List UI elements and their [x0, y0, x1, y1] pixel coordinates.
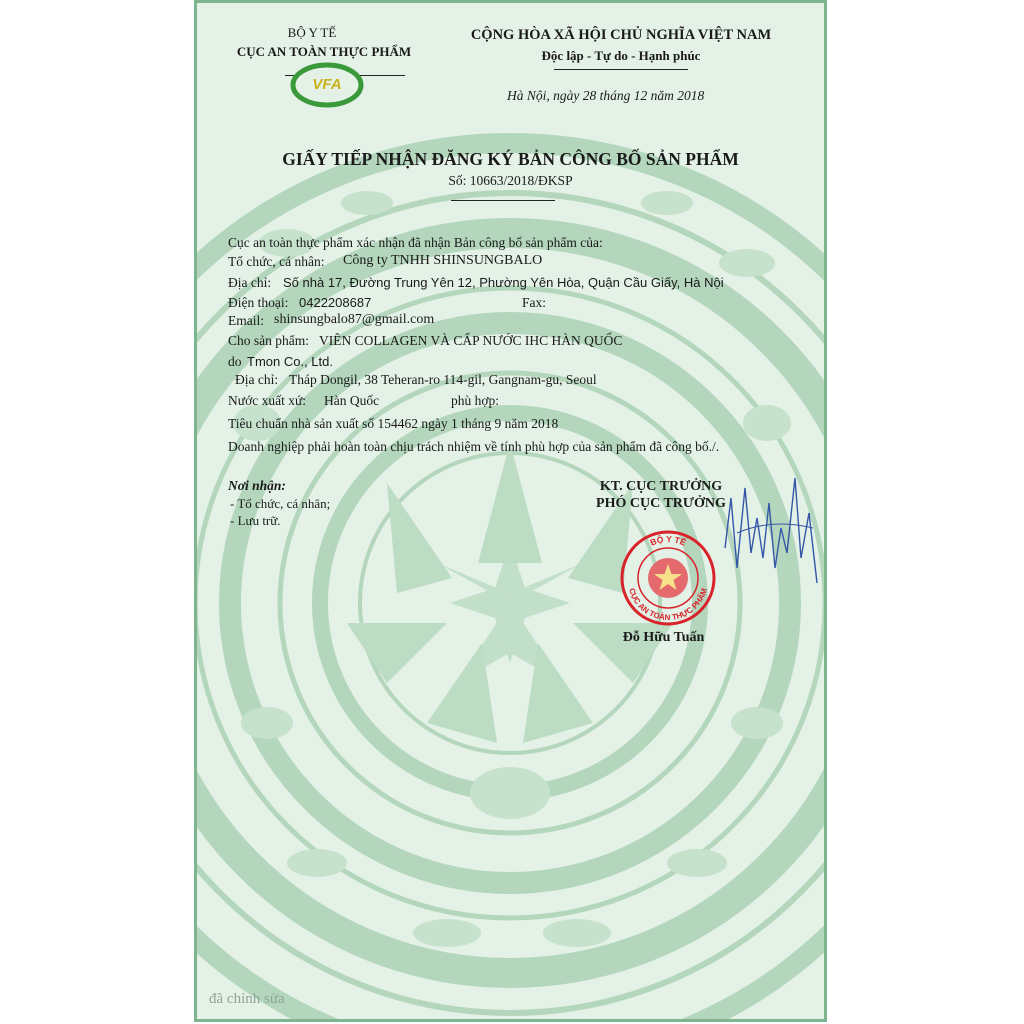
origin-value: Hàn Quốc: [324, 393, 380, 408]
recipient-item: - Tổ chức, cá nhân;: [230, 496, 331, 511]
signature-title-2: PHÓ CỤC TRƯỞNG: [596, 496, 726, 511]
seal-ring-text: CỤC AN TOÀN THỰC PHẨM: [627, 587, 709, 623]
maker-address-label: Địa chỉ:: [235, 372, 279, 387]
motto-underline: [554, 69, 688, 70]
ministry-name: BỘ Y TẾ: [287, 25, 337, 40]
intro-text: Cục an toàn thực phẩm xác nhận đã nhận Bản công bố sản phẩm của:: [228, 235, 603, 250]
maker-value: Tmon Co., Ltd.: [247, 354, 333, 369]
recipient-item: - Lưu trữ.: [230, 513, 281, 528]
place-date: Hà Nội, ngày 28 tháng 12 năm 2018: [507, 88, 705, 103]
address-value: Số nhà 17, Đường Trung Yên 12, Phường Yên Hòa, Quận Cầu Giấy, Hà Nội: [283, 275, 724, 290]
document-title: GIẤY TIẾP NHẬN ĐĂNG KÝ BẢN CÔNG BỐ SẢN PHẨM: [282, 149, 739, 169]
responsibility-text: Doanh nghiệp phải hoàn toàn chịu trách nhiệm về tính phù hợp của sản phẩm đã công bố./.: [228, 439, 720, 454]
organization-label: Tổ chức, cá nhân:: [228, 254, 325, 269]
seal-top-text: BỘ Y TẾ: [648, 533, 688, 548]
organization-value: Công ty TNHH SHINSUNGBALO: [343, 253, 543, 268]
standard-text: Tiêu chuẩn nhà sản xuất số 154462 ngày 1 tháng 9 năm 2018: [228, 416, 559, 431]
phone-label: Điện thoại:: [228, 295, 289, 310]
email-value: shinsungbalo87@gmail.com: [274, 312, 435, 327]
document-number: Số: 10663/2018/ĐKSP: [448, 173, 573, 188]
conformity-label: phù hợp:: [451, 393, 500, 408]
maker-prefix: do: [228, 354, 242, 369]
handwritten-signature: [717, 458, 827, 598]
certificate-sheet: [194, 0, 827, 1022]
email-label: Email:: [228, 313, 264, 328]
vfa-logo: [287, 59, 367, 109]
product-value: VIÊN COLLAGEN VÀ CẤP NƯỚC IHC HÀN QUỐC: [319, 333, 623, 348]
signature-title-1: KT. CỤC TRƯỞNG: [599, 479, 723, 494]
republic-name: CỘNG HÒA XÃ HỘI CHỦ NGHĨA VIỆT NAM: [470, 27, 772, 43]
vfa-logo-text: VFA: [312, 76, 342, 93]
address-label: Địa chỉ:: [228, 275, 272, 290]
national-motto: Độc lập - Tự do - Hạnh phúc: [541, 48, 701, 63]
agency-name: CỤC AN TOÀN THỰC PHẨM: [236, 44, 412, 59]
origin-label: Nước xuất xứ:: [228, 393, 307, 408]
edited-note: đã chỉnh sửa: [209, 991, 285, 1007]
maker-address-value: Tháp Dongil, 38 Teheran-ro 114-gil, Gangnam-gu, Seoul: [289, 372, 597, 387]
signer-name: Đỗ Hữu Tuấn: [622, 630, 705, 645]
title-underline: [451, 200, 555, 201]
official-seal: [618, 528, 718, 628]
recipients-heading: Nơi nhận:: [228, 478, 286, 493]
fax-label: Fax:: [522, 295, 547, 310]
product-label: Cho sản phẩm:: [228, 333, 309, 348]
phone-value: 0422208687: [299, 295, 372, 310]
